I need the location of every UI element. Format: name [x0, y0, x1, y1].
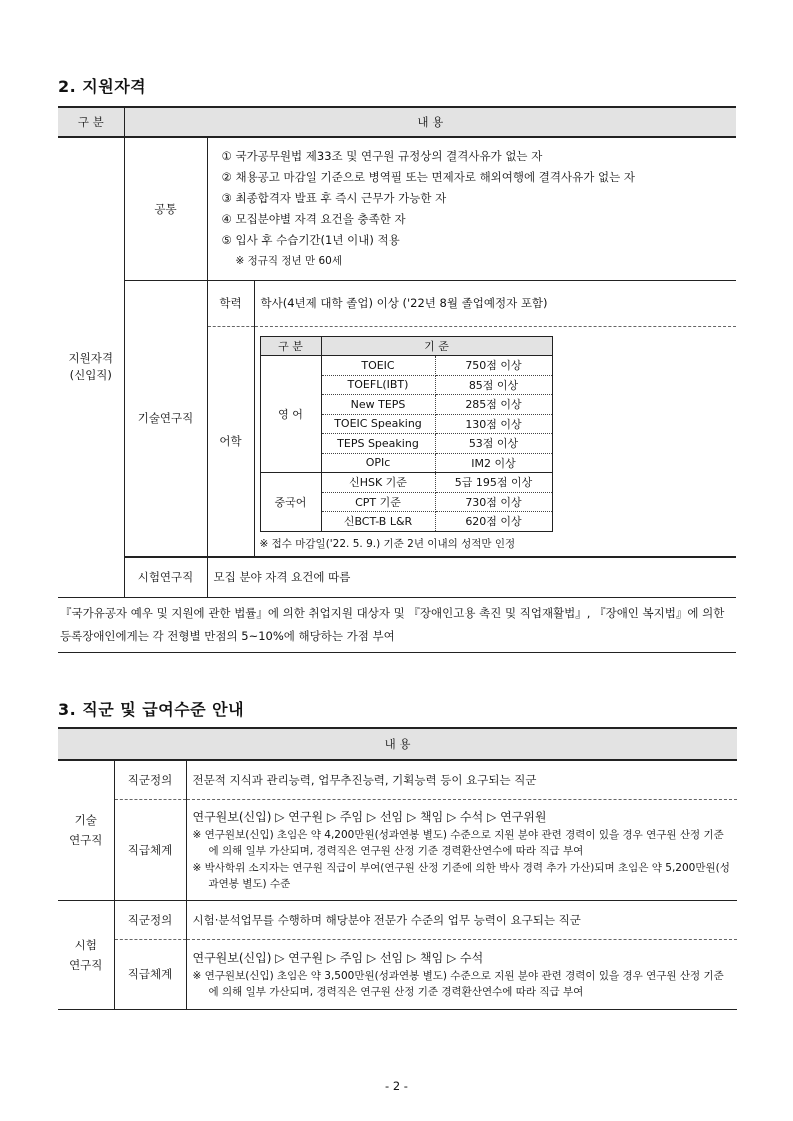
lang-score: 730점 이상 — [435, 492, 552, 512]
language-note: ※ 접수 마감일('22. 5. 9.) 기준 2년 이내의 성적만 인정 — [259, 537, 516, 550]
lang-score: 85점 이상 — [435, 375, 552, 395]
lang-test: OPIc — [321, 453, 435, 473]
qualification-table — [58, 106, 736, 598]
common-item-3: ③ 최종합격자 발표 후 즉시 근무가 가능한 자 — [221, 190, 447, 205]
job-grade-table — [58, 727, 737, 1010]
lang-test: TOEFL(IBT) — [321, 375, 435, 395]
tech-label: 기술연구직 — [124, 280, 207, 557]
exam-def-label: 직군정의 — [114, 900, 186, 939]
exam-grade-content — [186, 939, 737, 1009]
tech-def-value: 전문적 지식과 관리능력, 업무추진능력, 기획능력 등이 요구되는 직군 — [186, 760, 737, 799]
tech-grade-label: 직급체계 — [114, 799, 186, 900]
exam-def-value: 시험·분석업무를 수행하며 해당분야 전문가 수준의 업무 능력이 요구되는 직군 — [186, 900, 737, 939]
main-category: 지원자격 (신입직) — [58, 137, 124, 597]
section3-title: 3. 직군 및 급여수준 안내 — [58, 700, 245, 719]
education-label: 학력 — [207, 280, 254, 326]
exam-grade-path: 연구원보(신입) ▷ 연구원 ▷ 주임 ▷ 선임 ▷ 책임 ▷ 수석 — [192, 950, 484, 965]
exam-label: 시험연구직 — [124, 557, 207, 597]
lang-header-category: 구 분 — [260, 336, 321, 356]
tech-grade-note-1: ※ 연구원보(신입) 초임은 약 4,200만원(성과연봉 별도) 수준으로 지원 분야 관련 경력이 있을 경우 연구원 산정 기준에 의해 일부 가산되며, 경력직은 연구원 산정 기준 경력환산연수에 따라 직급 부여 — [192, 828, 724, 857]
footnote-divider — [58, 652, 736, 653]
lang-score: 285점 이상 — [435, 395, 552, 415]
common-label: 공통 — [124, 137, 207, 280]
common-item-5: ⑤ 입사 후 수습기간(1년 이내) 적용 — [221, 232, 400, 247]
lang-test: 신BCT-B L&R — [321, 512, 435, 532]
lang-score: 750점 이상 — [435, 356, 552, 376]
lang-score: 130점 이상 — [435, 414, 552, 434]
page-number: - 2 - — [385, 1079, 408, 1093]
section2-title: 2. 지원자격 — [58, 77, 147, 96]
lang-test: TOEIC — [321, 356, 435, 376]
exam-grade-label: 직급체계 — [114, 939, 186, 1009]
language-content — [254, 326, 736, 557]
common-content — [207, 137, 736, 280]
section3-header: 내 용 — [58, 728, 737, 760]
lang-test: 신HSK 기준 — [321, 473, 435, 493]
lang-score: IM2 이상 — [435, 453, 552, 473]
exam-value: 모집 분야 자격 요건에 따름 — [207, 557, 736, 597]
language-table — [260, 336, 553, 532]
language-label: 어학 — [207, 326, 254, 557]
lang-group-english: 영 어 — [260, 356, 321, 473]
lang-group-chinese: 중국어 — [260, 473, 321, 532]
lang-test: New TEPS — [321, 395, 435, 415]
preference-footnote: 『국가유공자 예우 및 지원에 관한 법률』에 의한 취업지원 대상자 및 『장애인고용 촉진 및 직업재활법』, 『장애인 복지법』에 의한 등록장애인에게는 각 전형별 만점의 5~10%에 해당하는 가점 부여 — [60, 606, 725, 643]
common-note: ※ 정규직 정년 만 60세 — [235, 254, 343, 267]
common-item-2: ② 채용공고 마감일 기준으로 병역필 또는 면제자로 해외여행에 결격사유가 없는 자 — [221, 169, 635, 184]
lang-score: 53점 이상 — [435, 434, 552, 454]
common-item-1: ① 국가공무원법 제33조 및 연구원 규정상의 결격사유가 없는 자 — [221, 148, 543, 163]
tech-grade-note-2: ※ 박사학위 소지자는 연구원 직급이 부여(연구원 산정 기준에 의한 박사 경력 추가 가산)되며 초임은 약 5,200만원(성과연봉 별도) 수준 — [192, 861, 730, 890]
header-category: 구 분 — [58, 107, 124, 137]
tech-category: 기술 연구직 — [58, 760, 114, 900]
lang-header-standard: 기 준 — [321, 336, 552, 356]
exam-grade-note-1: ※ 연구원보(신입) 초임은 약 3,500만원(성과연봉 별도) 수준으로 지원 분야 관련 경력이 있을 경우 연구원 산정 기준에 의해 일부 가산되며, 경력직은 연구원 산정 기준 경력환산연수에 따라 직급 부여 — [192, 969, 724, 998]
education-value: 학사(4년제 대학 졸업) 이상 ('22년 8월 졸업예정자 포함) — [254, 280, 736, 326]
common-item-4: ④ 모집분야별 자격 요건을 충족한 자 — [221, 211, 406, 226]
lang-test: TOEIC Speaking — [321, 414, 435, 434]
lang-test: CPT 기준 — [321, 492, 435, 512]
lang-test: TEPS Speaking — [321, 434, 435, 454]
tech-def-label: 직군정의 — [114, 760, 186, 799]
tech-grade-content — [186, 799, 737, 900]
exam-category: 시험 연구직 — [58, 900, 114, 1009]
header-content: 내 용 — [124, 107, 736, 137]
tech-grade-path: 연구원보(신입) ▷ 연구원 ▷ 주임 ▷ 선임 ▷ 책임 ▷ 수석 ▷ 연구위원 — [192, 809, 547, 824]
lang-score: 620점 이상 — [465, 515, 522, 529]
lang-score: 5급 195점 이상 — [435, 473, 552, 493]
